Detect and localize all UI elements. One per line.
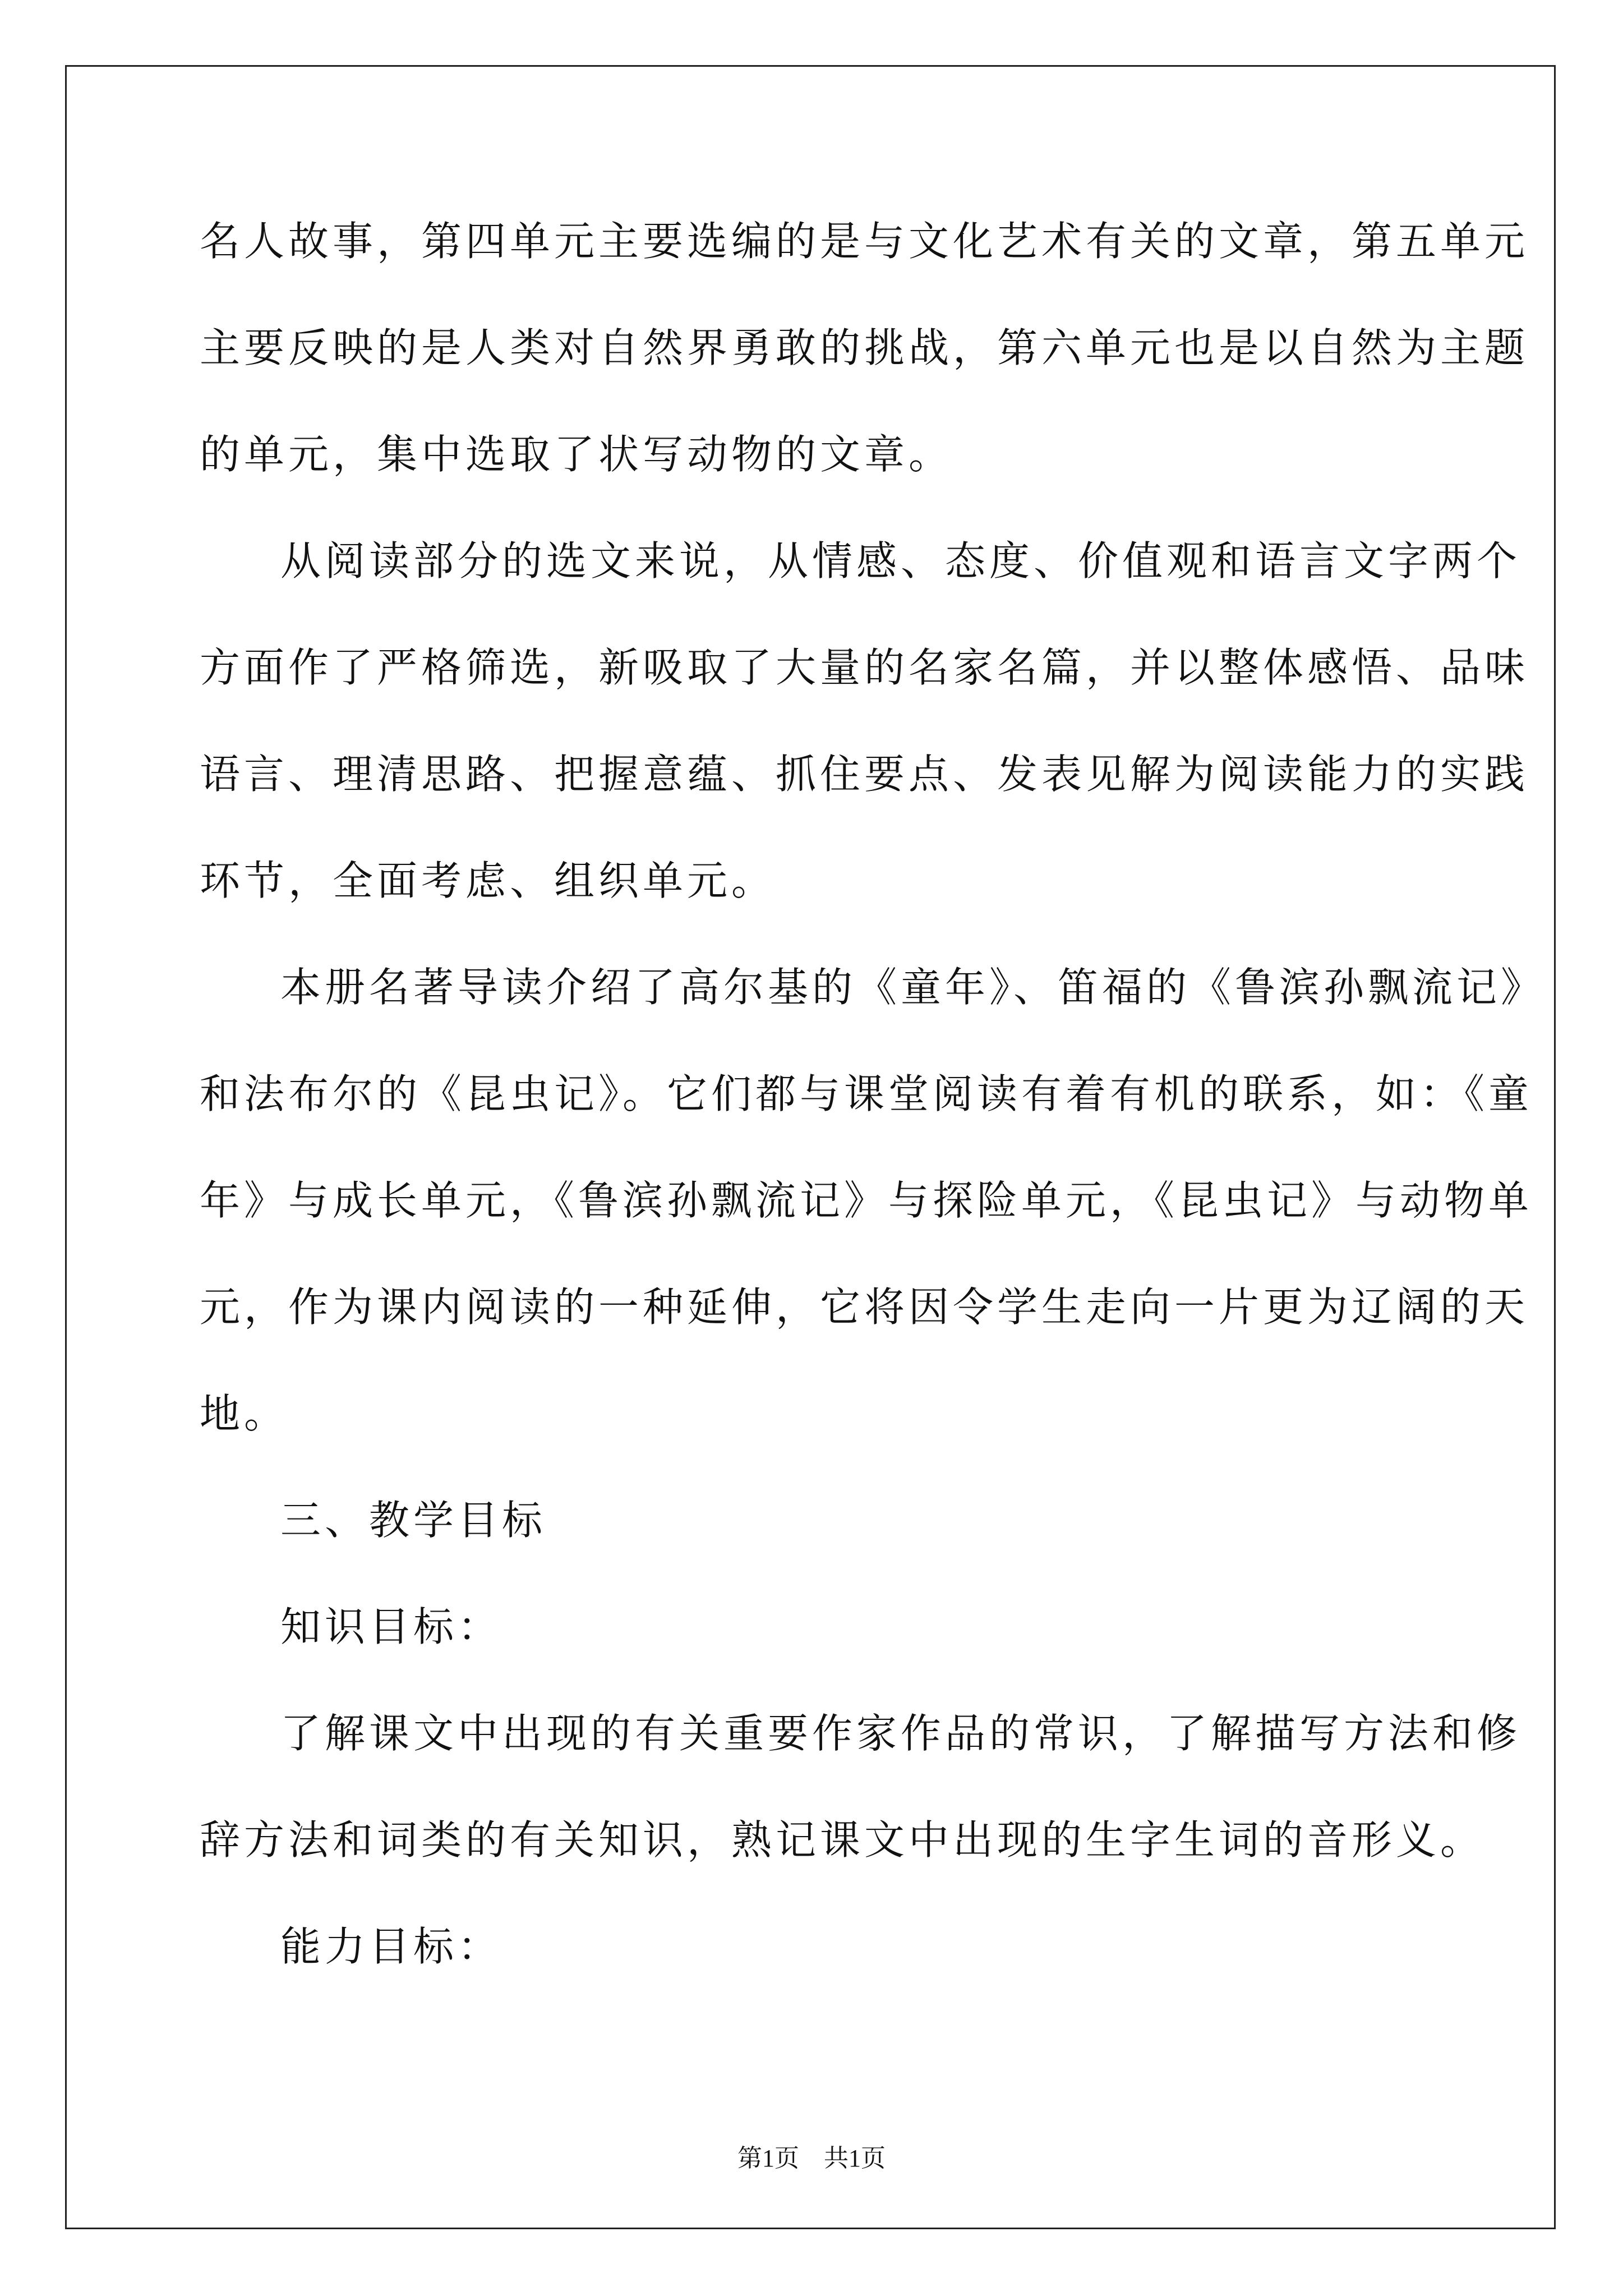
subsection-heading: 知识目标：: [280, 1603, 502, 1650]
paragraph-start: 本册名著导读介绍了高尔基的《童年》、笛福的《鲁滨孙飘流记》: [280, 964, 1546, 1011]
text-line: 年》与成长单元，《鲁滨孙飘流记》与探险单元，《昆虫记》与动物单: [200, 1177, 1533, 1224]
text-line: 主要反映的是人类对自然界勇敢的挑战，第六单元也是以自然为主题: [200, 324, 1529, 371]
text-line: 名人故事，第四单元主要选编的是与文化艺术有关的文章，第五单元: [200, 218, 1529, 265]
subsection-heading: 能力目标：: [280, 1923, 502, 1970]
text-line: 语言、理清思路、把握意蕴、抓住要点、发表见解为阅读能力的实践: [200, 751, 1529, 798]
text-line: 方面作了严格筛选，新吸取了大量的名家名篇，并以整体感悟、品味: [200, 644, 1529, 691]
text-line: 的单元，集中选取了状写动物的文章。: [200, 431, 953, 478]
text-line: 环节，全面考虑、组织单元。: [200, 857, 776, 904]
section-heading: 三、教学目标: [280, 1497, 547, 1544]
page-number-footer: 第1页 共1页: [737, 2145, 886, 2172]
text-line: 元，作为课内阅读的一种延伸，它将因令学生走向一片更为辽阔的天: [200, 1283, 1529, 1331]
text-line: 和法布尔的《昆虫记》。它们都与课堂阅读有着有机的联系，如：《童: [200, 1070, 1533, 1117]
paragraph-start: 了解课文中出现的有关重要作家作品的常识，了解描写方法和修: [280, 1710, 1521, 1757]
paragraph-start: 从阅读部分的选文来说，从情感、态度、价值观和语言文字两个: [280, 537, 1521, 585]
text-line: 辞方法和词类的有关知识，熟记课文中出现的生字生词的音形义。: [200, 1816, 1485, 1864]
page-frame: [65, 65, 1556, 2229]
text-line: 地。: [200, 1390, 289, 1437]
